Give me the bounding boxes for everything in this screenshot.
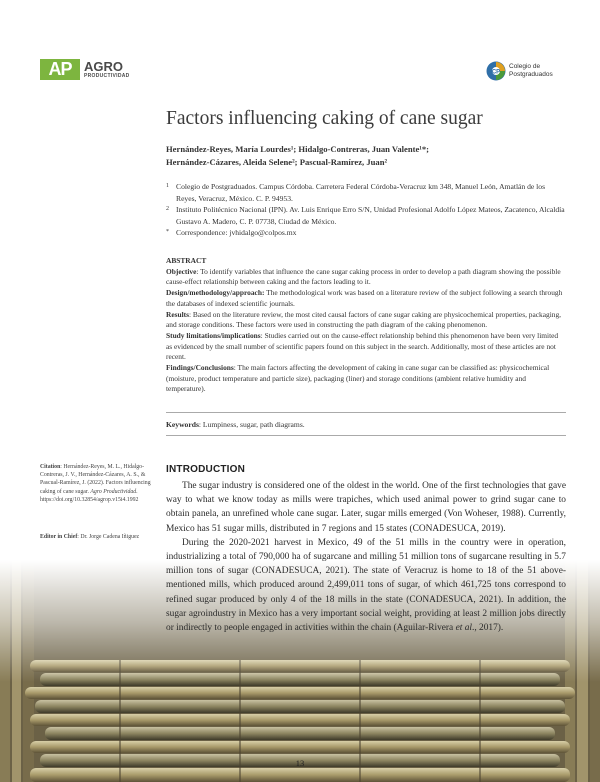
intro-et-al: et al (455, 623, 472, 634)
intro-paragraph-2-text: During the 2020-2021 harvest in Mexico, 49 of the 51 mills in the country were in operation, industrializing a total of 790,000 ha of sugarcane and milling 51 million tons of sugarcane resulting in 5.7 million tons of sugar (CONADESUCA, 2021). The state of Veracruz is home to 18 of the 51 above-mentioned mills, which produced around 2,499,011 tons of sugar, of which 461,725 tons correspond to refined sugar produced by only 4 of the 18 mills in the state (CONADESUCA, 2021). In addition, the sugar agroindustry in Mexico has a very important social weight, providing at least 2 million jobs directly or indirectly to people engaged in activities within the chain (Aguilar-Rivera (166, 537, 566, 634)
citation-doi[interactable]: . https://doi.org/10.32854/agrop.v15i4.1992 (40, 488, 139, 503)
intro-paragraph-1: The sugar industry is considered one of the oldest in the world. One of the first technologies that gave way to what we know today as mills were trapiches, which used animal power to grind sugar cane to obtain panela, an unrefined whole cane sugar. Later, sugar mills emerged (Von Woheser, 1988). Currently, Mexico has 51 sugar mills, distributed in 7 regions and 15 states (CONADESUCA, 2019). (166, 481, 566, 534)
findings-label: Findings/Conclusions (166, 363, 234, 373)
affiliation-2 (166, 204, 566, 227)
abstract-findings (166, 363, 566, 395)
citation-journal: Agro Productividad (90, 488, 137, 495)
author-list (166, 143, 566, 169)
affiliation-1 (166, 181, 566, 204)
abstract-heading: ABSTRACT (166, 256, 207, 265)
divider (166, 412, 566, 413)
objective-label: Objective (166, 266, 197, 276)
divider (166, 435, 566, 436)
correspondence-email[interactable]: Correspondence: jvhidalgo@colpos.mx (176, 228, 297, 237)
affiliation-text: Colegio de Postgraduados. Campus Córdoba. Carretera Federal Córdoba-Veracruz km 348, Manuel León, Amatlán de los Reyes, Veracruz, México. C. P. 94953. (176, 182, 546, 203)
abstract-limitations (166, 331, 566, 363)
design-text: The methodological work was based on a literature review of the subject following a search through the databases of indexed scientific journals. (166, 288, 563, 308)
citation-label: Citation (40, 464, 61, 470)
section-heading-introduction: INTRODUCTION (166, 464, 246, 475)
intro-paragraph-2-end: ., 2017). (471, 623, 504, 634)
author-line-1: Hernández-Reyes, María Lourdes¹; Hidalgo-Contreras, Juan Valente¹*; (166, 144, 430, 154)
citation-text: : Hernández-Reyes, M. L., Hidalgo-Contreras, J. V., Hernández-Cázares, A. S., & Pascual-Ramírez, J. (2022). Factors influencing caking of cane sugar. (40, 464, 151, 495)
journal-name-productividad: PRODUCTIVIDAD (84, 73, 130, 79)
limitations-label: Study limitations/implications (166, 330, 261, 340)
abstract-results (166, 310, 566, 331)
objective-text: : To identify variables that influence the cane sugar caking process in order to develop a path diagram showing the possible cause-effect relationship between caking and the factors leading to it. (166, 266, 561, 287)
colegio-name: Colegio de Postgraduados (509, 63, 553, 78)
affiliation-mark: 2 (166, 206, 169, 212)
keywords-label: Keywords (166, 420, 199, 429)
correspondence (166, 227, 566, 239)
results-label: Results (166, 309, 189, 319)
results-text: : Based on the literature review, the most cited causal factors of cane sugar caking are physicochemical properties, packaging, and storage conditions. These factors were used in constructing the path diagram of the caking phenomenon. (166, 309, 561, 330)
design-label: Design/methodology/approach: (166, 288, 265, 298)
citation-block (40, 463, 158, 504)
journal-name-agro: AGRO (84, 59, 123, 74)
page-number: 13 (295, 758, 305, 768)
affiliation-mark: * (166, 229, 169, 235)
colegio-logo-icon (486, 61, 506, 81)
author-line-2: Hernández-Cázares, Aleida Selene²; Pascual-Ramírez, Juan² (166, 157, 388, 167)
intro-paragraph-2 (166, 536, 566, 635)
affiliation-text: Instituto Politécnico Nacional (IPN). Av. Luis Enrique Erro S/N, Unidad Profesional Adolfo López Mateos, Zacatenco, Alcaldía Gustavo A. Madero, C. P. 07738, Ciudad de México. (176, 205, 565, 226)
svg-text:CP: CP (491, 69, 501, 76)
affiliation-mark: 1 (166, 183, 169, 189)
article-title: Factors influencing caking of cane sugar (166, 108, 483, 129)
keywords (166, 420, 566, 429)
abstract (166, 256, 566, 395)
abstract-design (166, 288, 566, 309)
findings-text: : The main factors affecting the development of caking in cane sugar can be classified as: physicochemical (moisture, product temperature and particle size), packaging (liner) and storage conditions (ambient relative humidity and temperature). (166, 363, 550, 394)
editor-block (40, 533, 158, 541)
editor-name: : Dr. Jorge Cadena Iñiguez (77, 534, 140, 540)
editor-label: Editor in Chief (40, 534, 78, 540)
limitations-text: : Studies carried out on the cause-effect relationship behind this phenomenon have been very limited as evidenced by the small number of scientific papers found on this subject in the search. Additionally, most of these articles are not recent. (166, 330, 559, 362)
keywords-text: : Lumpiness, sugar, path diagrams. (198, 420, 305, 429)
journal-logo: AP (40, 59, 80, 80)
introduction-body (166, 479, 566, 635)
abstract-objective (166, 267, 566, 288)
affiliations (166, 181, 566, 239)
